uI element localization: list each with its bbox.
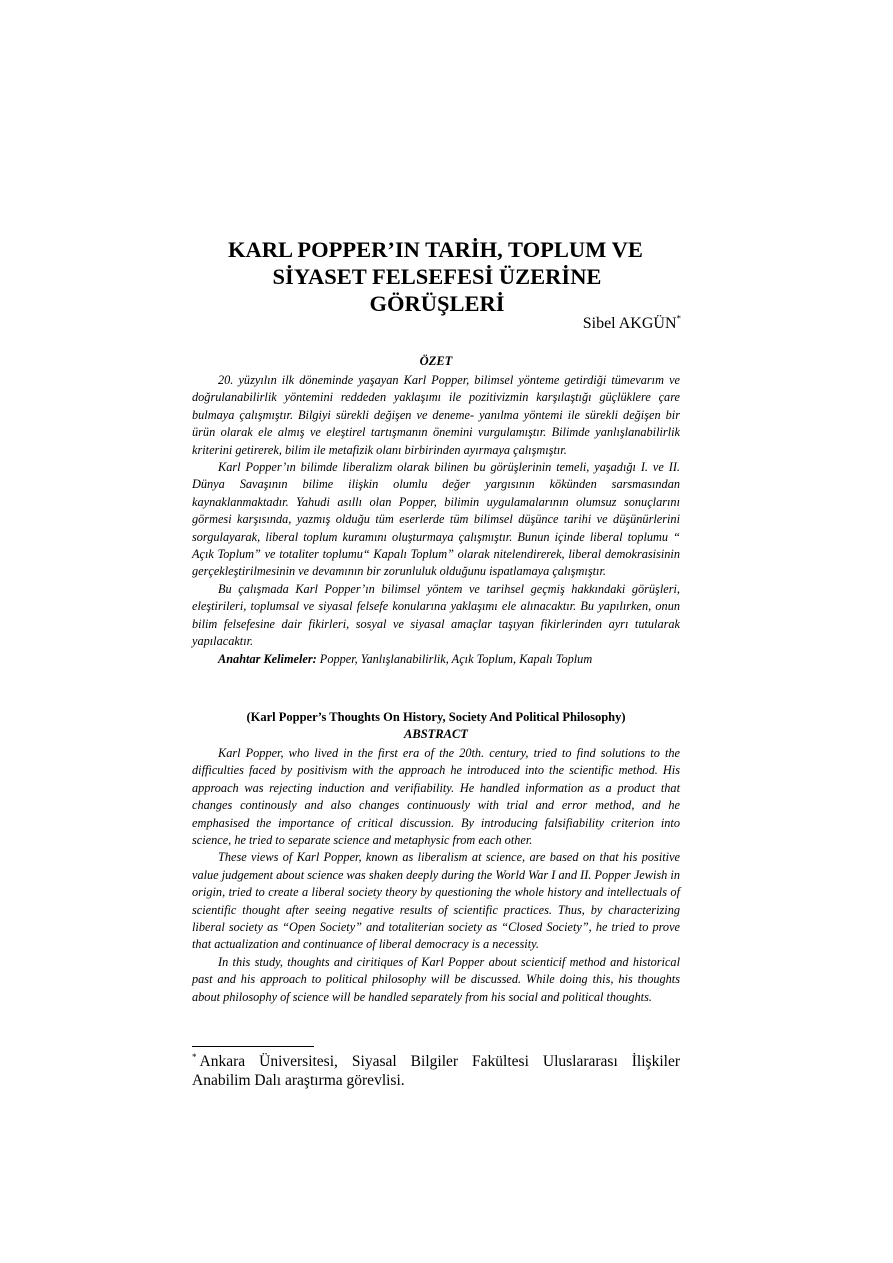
ozet-body <box>192 372 680 668</box>
title-line-2: SİYASET FELSEFESİ ÜZERİNE <box>272 264 602 289</box>
abstract-body <box>192 745 680 1006</box>
author-name <box>583 315 681 333</box>
footnote-text: Ankara Üniversitesi, Siyasal Bilgiler Fakültesi Uluslararası İlişkiler Anabilim Dalı araştırma görevlisi. <box>192 1053 680 1089</box>
abstract-paragraph: In this study, thoughts and ciritiques of Karl Popper about scienticif method and historical past and his approach to political philosophy will be discussed. While doing this, his thoughts about philosophy of science will be handled separately from his social and political thoughts. <box>192 954 680 1004</box>
english-title: (Karl Popper’s Thoughts On History, Society And Political Philosophy) <box>246 710 626 724</box>
abstract-paragraph: These views of Karl Popper, known as liberalism at science, are based on that his positive value judgement about science was shaken deeply during the World War I and II. Popper Jewish in origin, tried to create a liberal society theory by questioning the whole history and intellectuals of scientific thought after seeing negative results of scientific practices. Thus, by characterizing liberal society as “Open Society” and totaliterian society as “Closed Society”, he tried to prove that actualization and continuance of liberal democracy is a necessity. <box>192 850 680 952</box>
title-line-1: KARL POPPER’IN TARİH, TOPLUM VE <box>228 237 643 262</box>
paper-title <box>192 236 682 317</box>
footnote-marker: * <box>192 1051 197 1062</box>
keywords-line <box>192 651 680 668</box>
abstract-paragraph: Karl Popper, who lived in the first era of the 20th. century, tried to find solutions to the difficulties faced by positivism with the approach he introduced into the scientific method. His approach was rejecting induction and verifiability. He handled information as a product that changes continously and also changes continuously with trial and error method, and he emphasised the importance of critical discussion. By introducing falsifiability criterion into science, he tried to separate science and metaphysic from each other. <box>192 746 680 848</box>
keywords-label: Anahtar Kelimeler: <box>218 651 317 666</box>
ozet-paragraph: Bu çalışmada Karl Popper’ın bilimsel yöntem ve tarihsel geçmiş hakkındaki görüşleri, eleştirileri, toplumsal ve siyasal felsefe konularına yaklaşımı ele alınacaktır. Bu yapılırken, onun bilim felsefesine dair fikirleri, sosyal ve siyasal amaçlar taşıyan fikirlerinden ayrı tutularak yapılacaktır. <box>192 581 680 649</box>
ozet-paragraph: 20. yüzyılın ilk döneminde yaşayan Karl Popper, bilimsel yönteme getirdiği tümevarım ve doğrulanabilirlik yöntemini reddeden yaklaşımı ile pozitivizmin karşılaştığı güçlüklere çare bulmaya çalışmıştır. Bilgiyi sürekli değişen ve deneme- yanılma yöntemi ile sürekli değişen bir ürün olarak ele almış ve eleştirel tartışmanın önemini vurgulamıştır. Bilimde yanlışlanabilirlik kriterini getirerek, bilim ile metafizik olanı birbirinden ayırmaya çalışmıştır. <box>192 373 680 457</box>
keywords-text: Popper, Yanlışlanabilirlik, Açık Toplum, Kapalı Toplum <box>316 651 593 666</box>
footnote <box>192 1053 680 1090</box>
abstract-heading: ABSTRACT <box>404 727 468 741</box>
footnote-divider <box>192 1046 314 1047</box>
title-line-3: GÖRÜŞLERİ <box>369 291 505 316</box>
author-footnote-marker: * <box>676 313 681 324</box>
ozet-paragraph: Karl Popper’ın bilimde liberalizm olarak bilinen bu görüşlerinin temeli, yaşadığı I. ve II. Dünya Savaşının bilime ilişkin olumlu değer yargısının kökünden sarsmasından kaynaklanmaktadır. Yahudi asıllı olan Popper, bilimin uygulamalarının olumsuz sonuçlarını görmesi karşısında, yazmış olduğu tüm eserlerde tüm bilimsel düşünce tarihi ve düşünürlerini sorgulayarak, liberal toplum kuramını oluşturmaya çalışmıştır. Bunun içinde liberal toplumu “ Açık Toplum” ve totaliter toplumu“ Kapalı Toplum” olarak nitelendirerek, liberal demokrasisinin gerçekleştirilmesinin ve devamının bir zorunluluk olduğunu ispatlamaya çalışmıştır. <box>192 460 680 579</box>
ozet-heading: ÖZET <box>419 354 453 368</box>
author-name-text: Sibel AKGÜN <box>582 315 677 332</box>
